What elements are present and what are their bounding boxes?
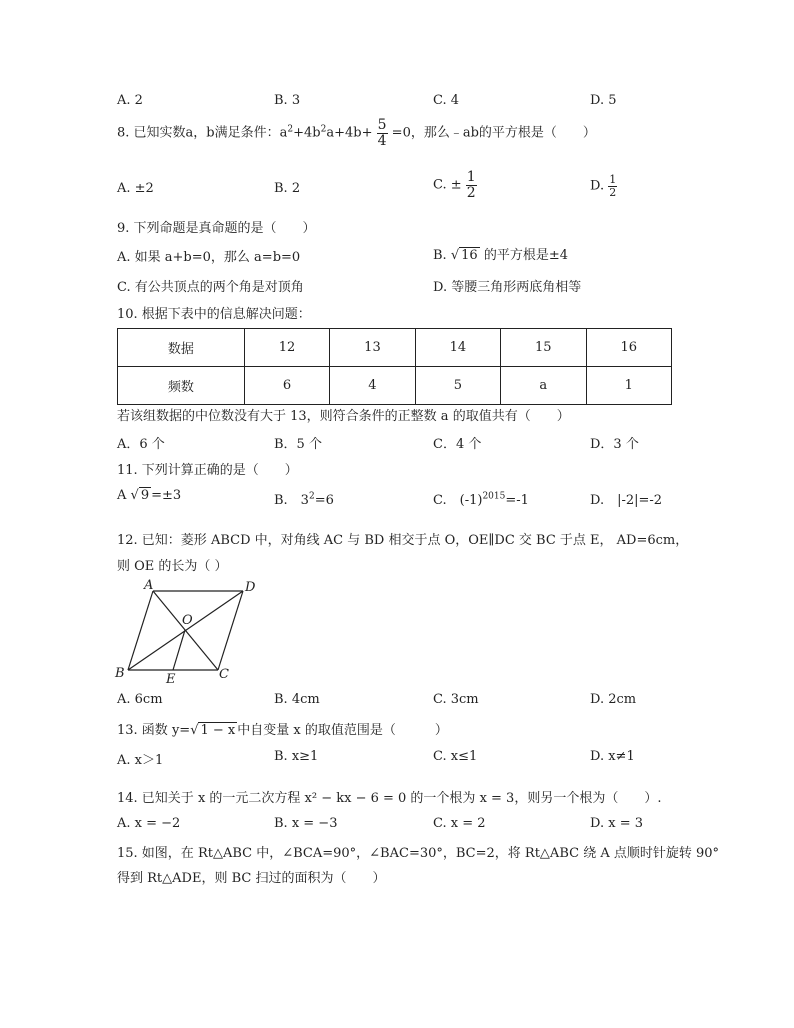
q8-option-c: C. ± $\frac{1}{2}$ [433, 169, 476, 201]
q12-option-d: D. 2cm [590, 692, 637, 707]
q14-option-d: D. x = 3 [590, 816, 643, 831]
q10-option-a: A．6 个 [117, 437, 165, 452]
table-cell: 12 [244, 329, 329, 367]
q10-option-d: D．3 个 [590, 437, 639, 452]
q11-option-d: D. |-2|=-2 [590, 493, 663, 508]
q11-option-c: C. $(-1)^{2015}=-1$ [433, 491, 529, 508]
q9-option-c: C. 有公共顶点的两个角是对顶角 [117, 280, 304, 295]
table-cell: a [501, 367, 586, 405]
table-cell: 6 [244, 367, 329, 405]
q13-option-b: B. x≥1 [274, 749, 319, 764]
table-cell: 15 [501, 329, 586, 367]
q11-stem: 11. 下列计算正确的是（ ） [117, 463, 298, 478]
point-label-o: O [182, 613, 193, 628]
q8-option-a: A. ±2 [117, 181, 154, 196]
q7-option-a: A. 2 [117, 93, 143, 108]
q8-option-b: B. 2 [274, 181, 301, 196]
q10-follow: 若该组数据的中位数没有大于 13，则符合条件的正整数 a 的取值共有（ ） [117, 409, 570, 424]
q12-option-a: A. 6cm [117, 692, 163, 707]
q9-option-d: D. 等腰三角形两底角相等 [433, 280, 582, 295]
table-row [118, 329, 672, 367]
q10-option-c: C．4 个 [433, 437, 482, 452]
table-cell: 4 [330, 367, 415, 405]
table-cell: 13 [330, 329, 415, 367]
table-cell: 5 [415, 367, 500, 405]
q14-option-a: A. x = −2 [117, 816, 181, 831]
q7-option-d: D. 5 [590, 93, 617, 108]
q12-stem-line2: 则 OE 的长为（ ） [117, 559, 228, 574]
q13-option-c: C. x≤1 [433, 749, 478, 764]
q9-option-a: A. 如果 a+b=0，那么 a=b=0 [117, 250, 301, 265]
table-cell: 1 [586, 367, 672, 405]
q14-stem: 14. 已知关于 x 的一元二次方程 x² − kx − 6 = 0 的一个根为 x = 3，则另一个根为（ ）. [117, 791, 662, 806]
q14-option-c: C. x = 2 [433, 816, 486, 831]
table-cell: 14 [415, 329, 500, 367]
q7-option-c: C. 4 [433, 93, 460, 108]
q8-stem: 8. 已知实数a，b满足条件：$a^2+4b^2a+4b+$ $\frac{5}{4}$ =0，那么﹣ab的平方根是（ ） [117, 117, 596, 149]
q10-table [117, 328, 672, 405]
table-cell: 数据 [118, 329, 245, 367]
q7-option-b: B. 3 [274, 93, 301, 108]
q12-option-c: C. 3cm [433, 692, 479, 707]
q13-option-a: A. x＞1 [117, 753, 164, 768]
q13-stem: 13. 函数 y=√ 1 − x 中自变量 x 的取值范围是（ ） [117, 723, 448, 738]
q13-option-d: D. x≠1 [590, 749, 635, 764]
table-cell: 频数 [118, 367, 245, 405]
q15-stem-line2: 得到 Rt△ADE，则 BC 扫过的面积为（ ） [117, 871, 386, 886]
vertex-label-d: D [245, 580, 256, 595]
q11-option-a: A √ 9 =±3 [117, 488, 182, 503]
q8-fraction: $\frac{5}{4}$ [377, 117, 387, 149]
vertex-label-b: B [115, 666, 125, 681]
q9-option-b: B. √ 16 的平方根是±4 [433, 248, 568, 263]
rhombus-figure [112, 575, 262, 685]
vertex-label-a: A [144, 578, 154, 593]
q10-stem: 10. 根据下表中的信息解决问题： [117, 307, 311, 322]
table-row [118, 367, 672, 405]
table-cell: 16 [586, 329, 672, 367]
q12-stem-line1: 12. 已知：菱形 ABCD 中，对角线 AC 与 BD 相交于点 O，OE∥DC 交 BC 于点 E， AD=6cm， [117, 533, 689, 548]
vertex-label-c: C [219, 667, 229, 682]
q9-stem: 9. 下列命题是真命题的是（ ） [117, 221, 316, 236]
q15-stem-line1: 15. 如图，在 Rt△ABC 中，∠BCA=90°，∠BAC=30°，BC=2，将 Rt△ABC 绕 A 点顺时针旋转 90° [117, 846, 720, 861]
q8-option-d: D. $\frac{1}{2}$ [590, 173, 617, 199]
q12-option-b: B. 4cm [274, 692, 320, 707]
q11-option-b: B. $3^2=6$ [274, 491, 334, 508]
point-label-e: E [166, 672, 176, 685]
q10-option-b: B．5 个 [274, 437, 322, 452]
q14-option-b: B. x = −3 [274, 816, 338, 831]
